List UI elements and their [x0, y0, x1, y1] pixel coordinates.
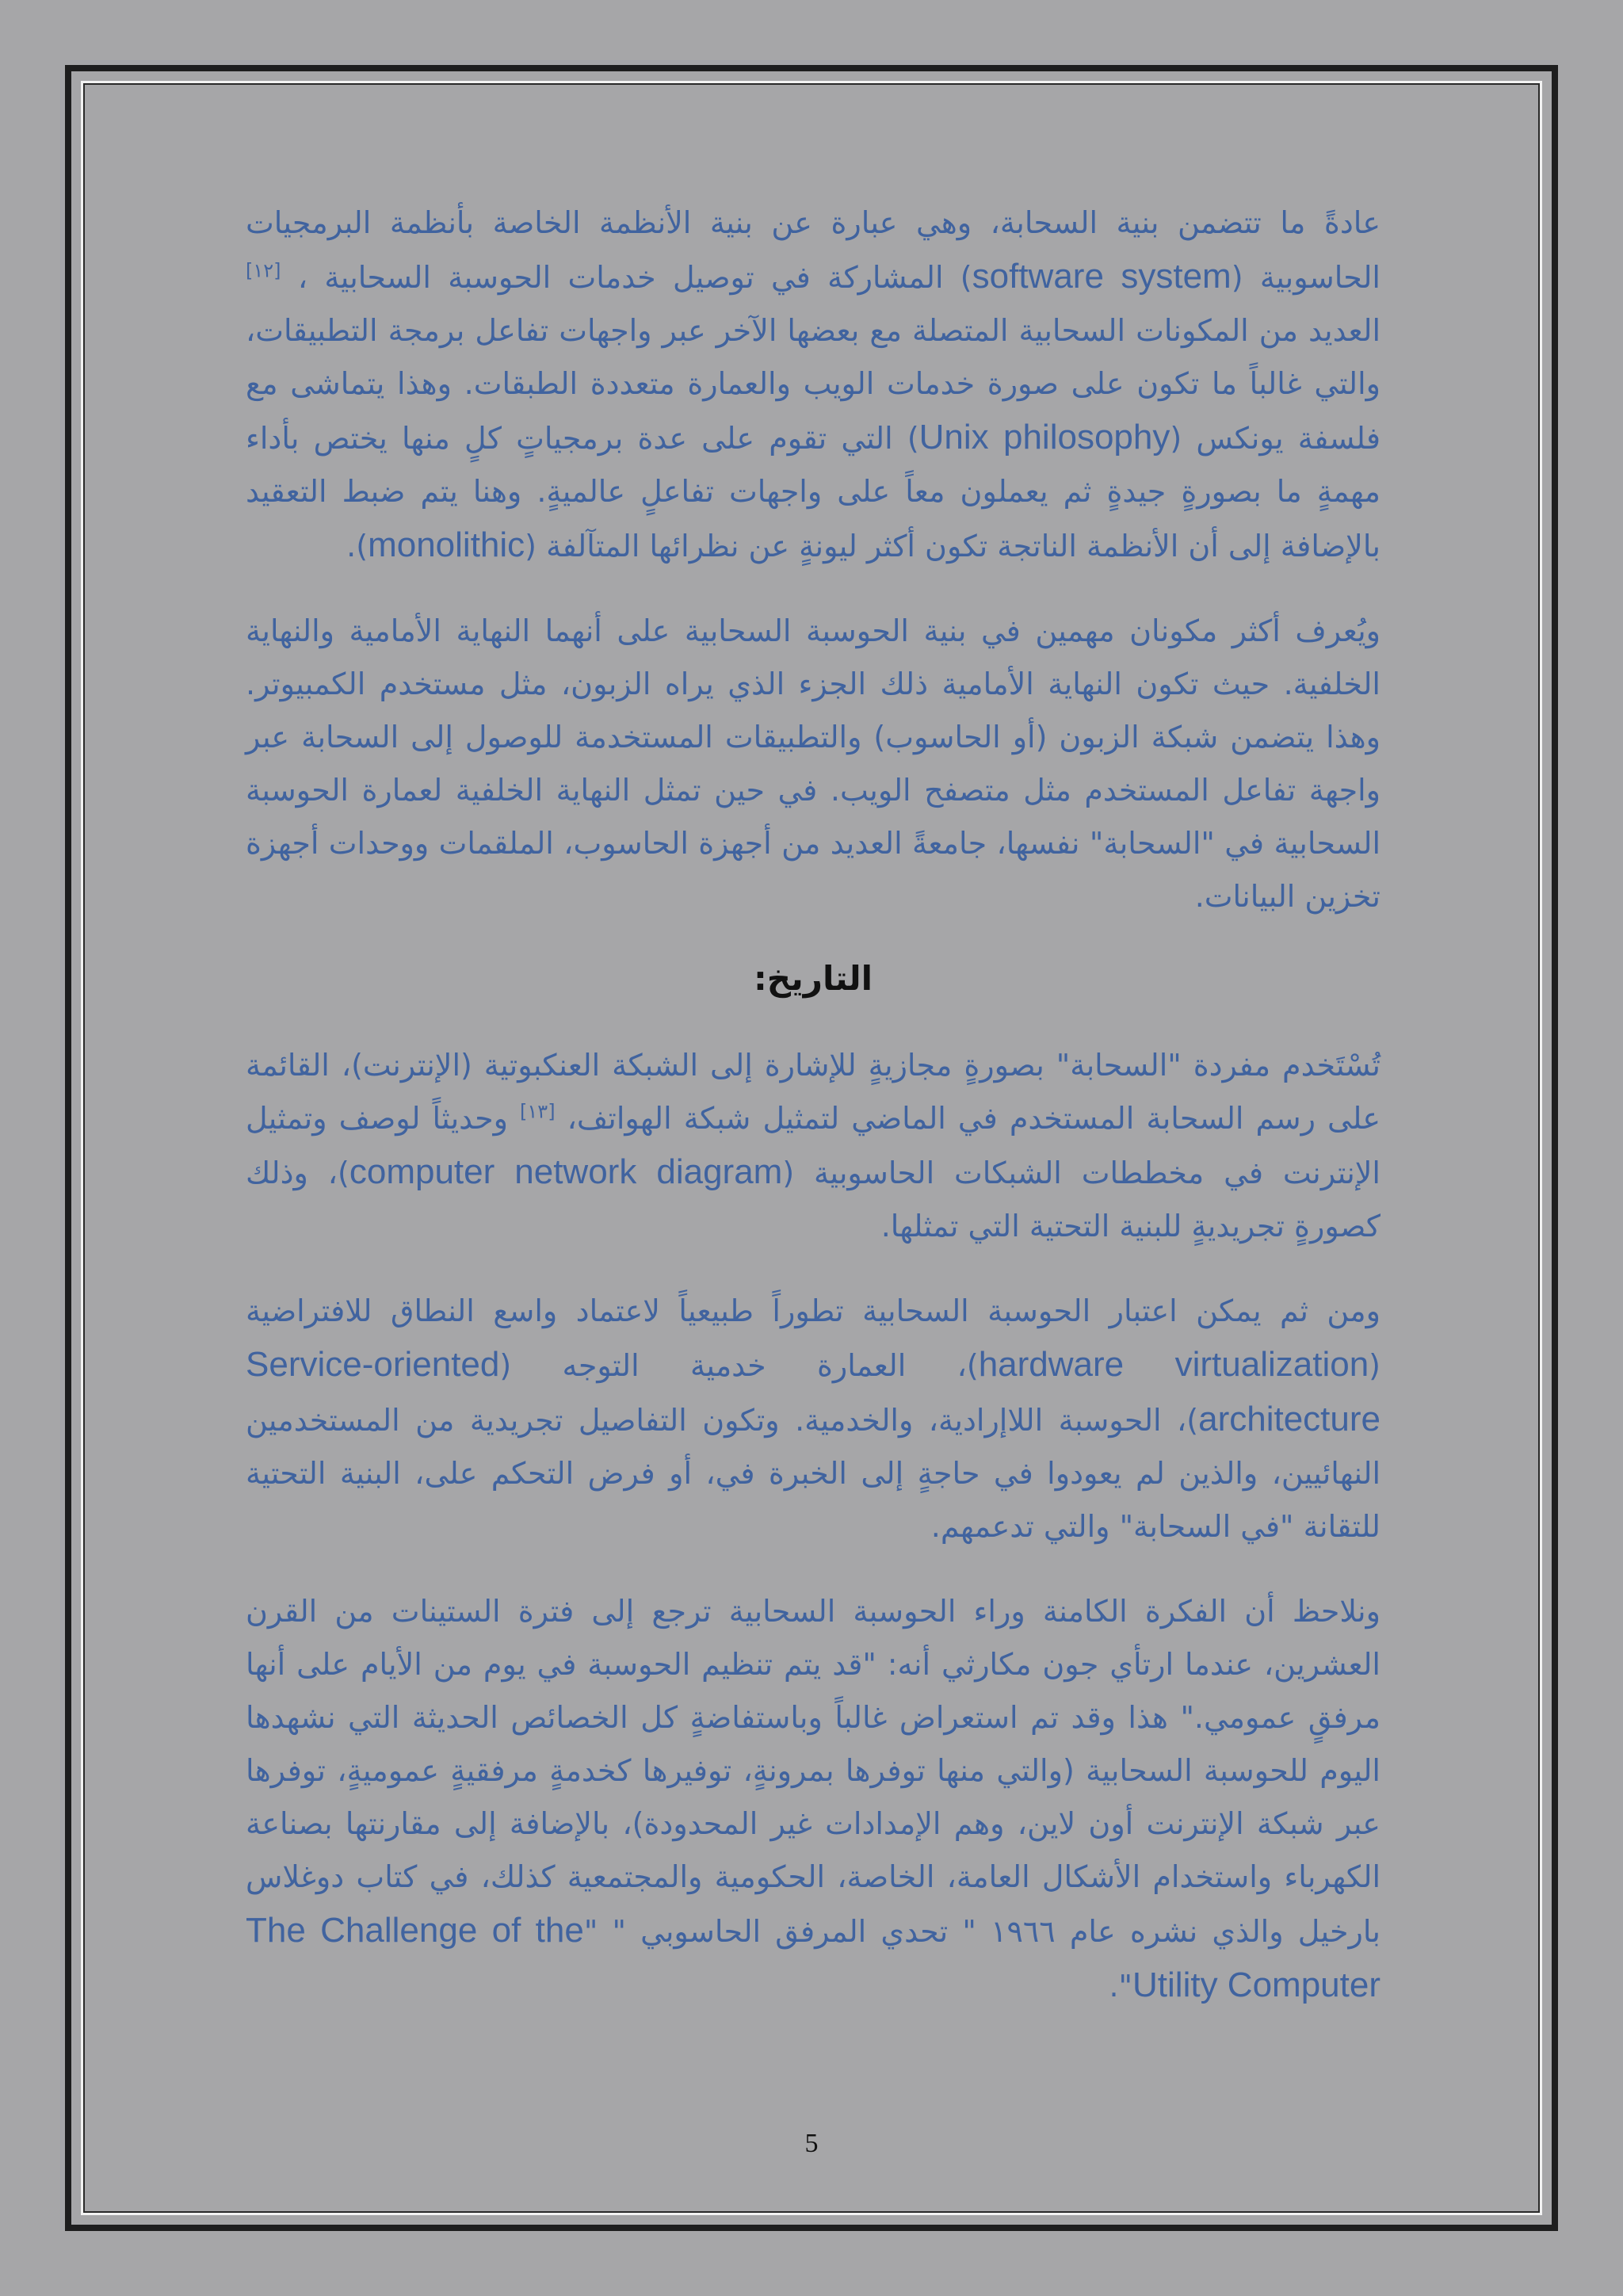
paragraph-virtualization: ومن ثم يمكن اعتبار الحوسبة السحابية تطوراً طبيعياً لاعتماد واسع النطاق للافتراضية (hardware virtualization)، العمارة خدمية التوجه (Service-oriented architecture)، الحوسبة اللاإرادية، والخدمية. وتكون التفاصيل تجريدية من المستخدمين النهائيين، والذين لم يعودوا في حاجةٍ إلى الخبرة في، أو فرض التحكم على، البنية التحتية للتقانة "في السحابة" والتي تدعمهم.: [246, 1293, 1381, 1544]
page-number: 5: [804, 2129, 819, 2158]
term-soa: Service-oriented architecture: [246, 1345, 1381, 1438]
term-book-title: The Challenge of the Utility Computer: [246, 1911, 1381, 2004]
term-monolithic: monolithic: [368, 525, 525, 564]
paragraph-mccarthy-history: ونلاحظ أن الفكرة الكامنة وراء الحوسبة السحابية ترجع إلى فترة الستينات من القرن العشرين، عندما ارتأي جون مكارثي أنه: "قد يتم تنظيم الحوسبة في يوم من الأيام على أنها مرفقٍ عمومي." هذا وقد تم استعراض غالباً وباستفاضةٍ كل الخصائص الحديثة التي نشهدها اليوم للحوسبة السحابية (والتي منها توفرها بمرونةٍ، توفيرها كخدمةٍ مرفقيةٍ عموميةٍ، توفرها عبر شبكة الإنترنت أون لاين، وهم الإمدادات غير المحدودة)، بالإضافة إلى مقارنتها بصناعة الكهرباء واستخدام الأشكال العامة، الخاصة، الحكومية والمجتمعية كذلك، في كتاب دوغلاس بارخيل والذي نشره عام ١٩٦٦ " تحدي المرفق الحاسوبي " "The Challenge of the Utility Computer".: [246, 1594, 1381, 2004]
term-hardware-virtualization: hardware virtualization: [978, 1345, 1369, 1384]
section-heading-history: التاريخ:: [753, 959, 873, 998]
term-software-system: software system: [972, 257, 1232, 296]
citation-ref: [١٣]: [520, 1100, 556, 1123]
page-content: [246, 197, 1381, 2045]
paragraph-cloud-architecture: عادةً ما تتضمن بنية السحابة، وهي عبارة عن بنية الأنظمة الخاصة بأنظمة البرمجيات الحاسوبية (software system) المشاركة في توصيل خدمات الحوسبة السحابية ، [١٢] العديد من المكونات السحابية المتصلة مع بعضها الآخر عبر واجهات تفاعل برمجة التطبيقات، والتي غالباً ما تكون على صورة خدمات الويب والعمارة متعددة الطبقات. وهذا يتماشى مع فلسفة يونكس (Unix philosophy) التي تقوم على عدة برمجياتٍ كلٍ منها يختص بأداء مهمةٍ ما بصورةٍ جيدةٍ ثم يعملون معاً على واجهات تفاعلٍ عالميةٍ. وهنا يتم ضبط التعقيد بالإضافة إلى أن الأنظمة الناتجة تكون أكثر ليونةٍ عن نظرائها المتآلفة (monolithic).: [246, 205, 1381, 564]
paragraph-cloud-metaphor: تُسْتَخدم مفردة "السحابة" بصورةٍ مجازيةٍ للإشارة إلى الشبكة العنكبوتية (الإنترنت)، القائمة على رسم السحابة المستخدم في الماضي لتمثيل شبكة الهواتف، [١٣] وحديثاً لوصف وتمثيل الإنترنت في مخططات الشبكات الحاسوبية (computer network diagram)، وذلك كصورةٍ تجريديةٍ للبنية التحتية التي تمثلها.: [246, 1048, 1381, 1244]
term-unix-philosophy: Unix philosophy: [918, 418, 1170, 457]
term-computer-network-diagram: computer network diagram: [349, 1152, 783, 1191]
citation-ref: [١٢]: [246, 259, 281, 282]
paragraph-front-back-end: ويُعرف أكثر مكونان مهمين في بنية الحوسبة السحابية على أنهما النهاية الأمامية والنهاية الخلفية. حيث تكون النهاية الأمامية ذلك الجزء الذي يراه الزبون، مثل مستخدم الكمبيوتر. وهذا يتضمن شبكة الزبون (أو الحاسوب) والتطبيقات المستخدمة للوصول إلى السحابة عبر واجهة تفاعل المستخدم مثل متصفح الويب. في حين تمثل النهاية الخلفية لعمارة الحوسبة السحابية في "السحابة" نفسها، جامعةً العديد من أجهزة الحاسوب، الملقمات ووحدات أجهزة تخزين البيانات.: [246, 613, 1381, 914]
